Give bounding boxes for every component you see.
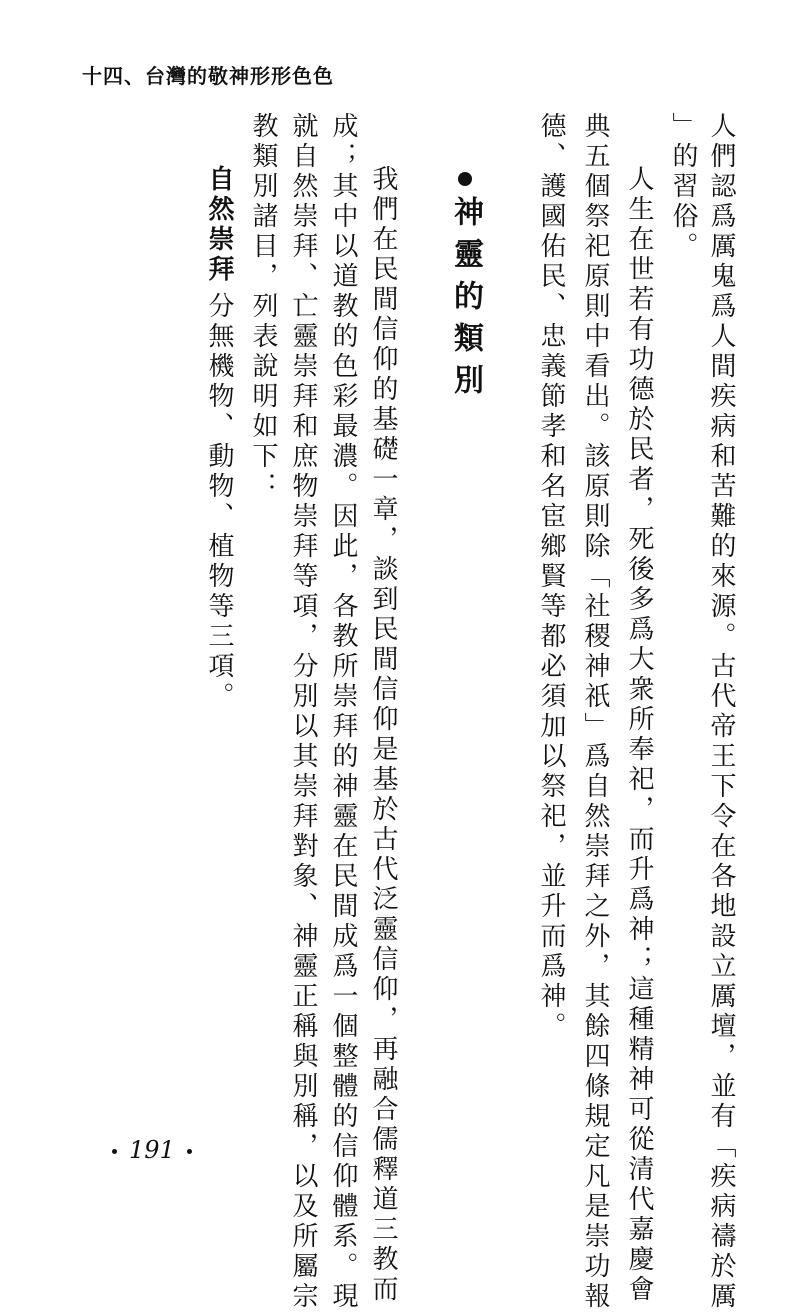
section-heading-text: 神靈的類別 [448,196,483,406]
text-column-4: 典五個祭祀原則中看出。該原則除「社稷神祇」爲自然崇拜之外，其餘四條規定凡是崇功報 [580,112,610,1312]
text-column-6: 我們在民間信仰的基礎一章，談到民間信仰是基於古代泛靈信仰，再融合儒釋道三教而 [368,165,398,1305]
text-column-2: 」的習俗。 [668,112,698,262]
text-column-8: 就自然崇拜、亡靈崇拜和庶物崇拜等項，分別以其崇拜對象、神靈正稱與別稱，以及所屬宗 [288,112,318,1312]
dot-icon [112,1149,117,1154]
section-heading [448,172,483,406]
table-row-term: 自然崇拜 [204,165,234,285]
text-column-5: 德、護國佑民、忠義節孝和名宦鄉賢等都必須加以祭祀，並升而爲神。 [536,112,566,1042]
page-number [100,1136,204,1164]
text-column-7: 成；其中以道教的色彩最濃。因此，各教所崇拜的神靈在民間成爲一個整體的信仰體系。現 [328,112,358,1312]
table-row-description: 分無機物、動物、植物等三項。 [204,292,234,712]
bullet-icon [458,172,472,186]
running-head: 十四、台灣的敬神形形色色 [82,64,334,88]
text-column-3: 人生在世若有功德於民者，死後多爲大衆所奉祀，而升爲神；這種精神可從清代嘉慶會 [624,165,654,1305]
text-column-9: 教類別諸目，列表說明如下： [248,112,278,502]
page-number-value: 191 [129,1136,175,1164]
dot-icon [187,1149,192,1154]
text-column-1: 人們認爲厲鬼爲人間疾病和苦難的來源。古代帝王下令在各地設立厲壇，並有「疾病禱於厲 [706,112,736,1312]
